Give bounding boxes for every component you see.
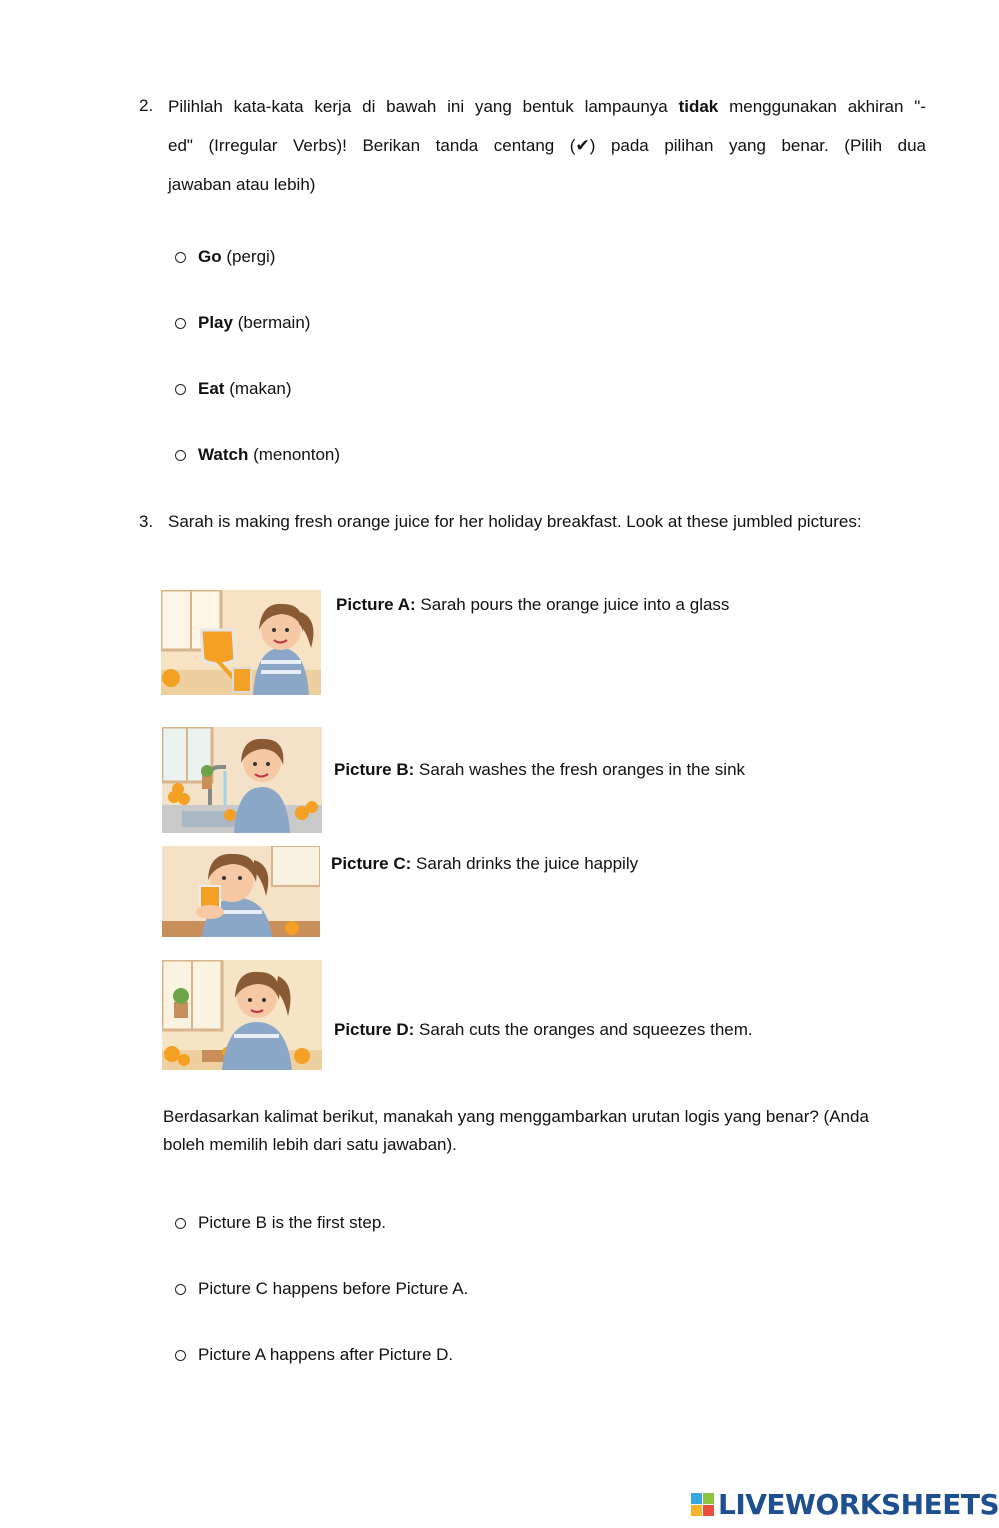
q2-option-go[interactable]: Go (pergi) bbox=[175, 247, 275, 267]
question-2-line-2: ed" (Irregular Verbs)! Berikan tanda centang (✔) pada pilihan yang benar. (Pilih dua bbox=[168, 136, 926, 155]
liveworksheets-grid-icon bbox=[690, 1491, 716, 1519]
radio-circle-icon[interactable] bbox=[175, 318, 186, 329]
picture-b-caption: Picture B: Sarah washes the fresh oranges in the sink bbox=[334, 760, 746, 779]
emphasis-word: tidak bbox=[678, 97, 719, 116]
picture-d-caption: Picture D: Sarah cuts the oranges and squeezes them. bbox=[334, 1020, 753, 1039]
q3-option-2[interactable]: Picture C happens before Picture A. bbox=[175, 1279, 468, 1299]
picture-a-caption: Picture A: Sarah pours the orange juice into a glass bbox=[336, 595, 730, 614]
q2-option-eat[interactable]: Eat (makan) bbox=[175, 379, 292, 399]
q3-option-3[interactable]: Picture A happens after Picture D. bbox=[175, 1345, 453, 1365]
question-3-text: Sarah is making fresh orange juice for her holiday breakfast. Look at these jumbled pictures: bbox=[168, 512, 862, 531]
question-2-line-3: jawaban atau lebih) bbox=[168, 175, 316, 194]
q2-option-play[interactable]: Play (bermain) bbox=[175, 313, 310, 333]
picture-d-image bbox=[162, 960, 322, 1070]
q2-option-watch[interactable]: Watch (menonton) bbox=[175, 445, 340, 465]
question-2-line-1: Pilihlah kata-kata kerja di bawah ini yang bentuk lampaunya tidak menggunakan akhiran "- bbox=[168, 97, 926, 116]
liveworksheets-logo-text: LIVEWORKSHEETS bbox=[718, 1488, 999, 1521]
radio-circle-icon[interactable] bbox=[175, 1350, 186, 1361]
liveworksheets-logo bbox=[690, 1488, 999, 1521]
question-2-text bbox=[168, 87, 926, 204]
question-3-number: 3. bbox=[139, 512, 154, 531]
radio-circle-icon[interactable] bbox=[175, 1284, 186, 1295]
radio-circle-icon[interactable] bbox=[175, 1218, 186, 1229]
radio-circle-icon[interactable] bbox=[175, 450, 186, 461]
picture-b-image bbox=[162, 727, 322, 833]
question-2-number: 2. bbox=[139, 96, 154, 115]
question-3-instruction: Berdasarkan kalimat berikut, manakah yang menggambarkan urutan logis yang benar? (Anda boleh memilih lebih dari satu jawaban). bbox=[163, 1107, 869, 1154]
picture-a-image bbox=[161, 590, 321, 695]
q3-option-1[interactable]: Picture B is the first step. bbox=[175, 1213, 386, 1233]
radio-circle-icon[interactable] bbox=[175, 252, 186, 263]
radio-circle-icon[interactable] bbox=[175, 384, 186, 395]
picture-c-caption: Picture C: Sarah drinks the juice happily bbox=[331, 854, 639, 873]
picture-c-image bbox=[162, 846, 320, 937]
